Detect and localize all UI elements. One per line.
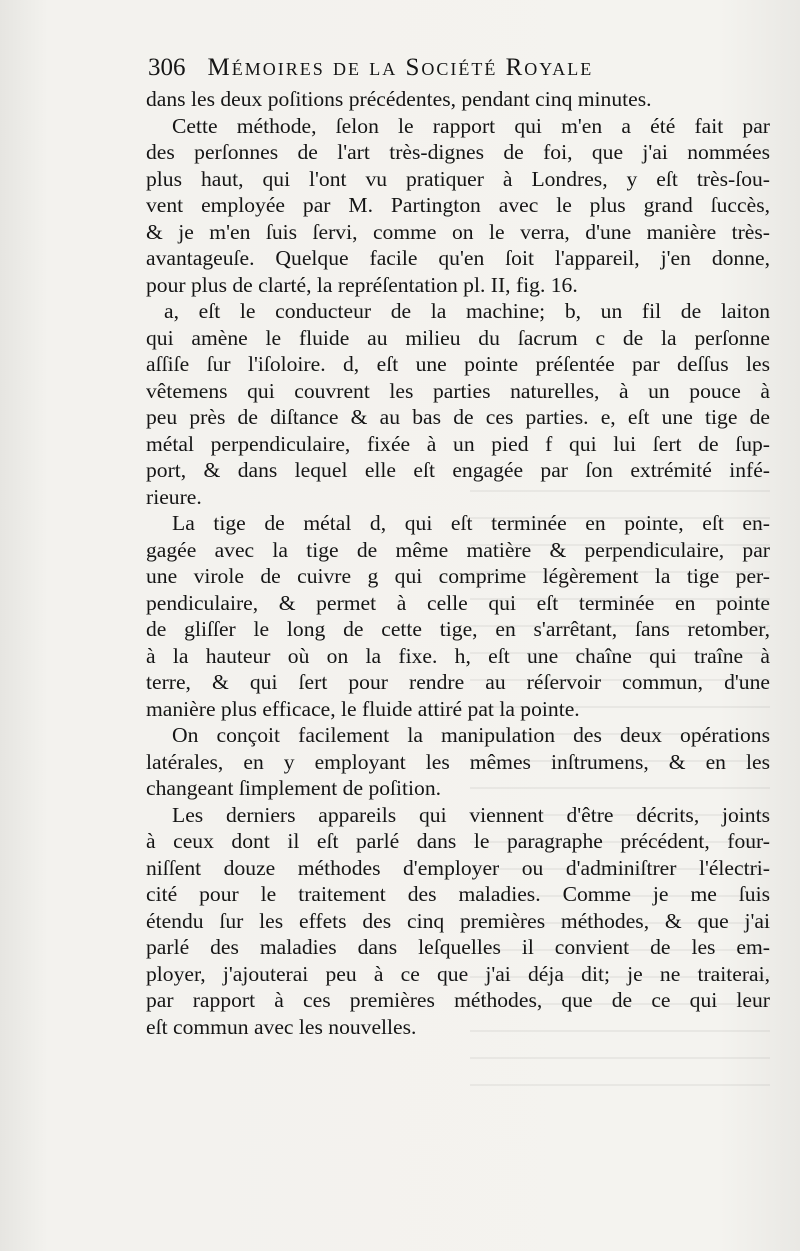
text-line: métal perpendiculaire, fixée à un pied f qui lui ſert de ſup- <box>146 431 770 456</box>
text-line: a, eſt le conducteur de la machine; b, un fil de laiton <box>164 299 770 323</box>
text-line: pendiculaire, & permet à celle qui eſt terminée en pointe <box>146 590 770 615</box>
text-line: une virole de cuivre g qui comprime légèrement la tige per- <box>146 564 770 588</box>
text-line: pour plus de clarté, la repréſentation pl. II, fig. 16. <box>146 272 578 297</box>
text-line: La tige de métal d, qui eſt terminée en pointe, eſt en- <box>172 511 770 535</box>
text-line: aſſiſe ſur l'iſoloire. d, eſt une pointe préſentée par deſſus les <box>146 352 770 376</box>
text-line: plus haut, qui l'ont vu pratiquer à Londres, y eſt très-ſou- <box>146 166 770 191</box>
text-line: vêtemens qui couvrent les parties naturelles, à un pouce à <box>146 378 770 403</box>
text-line: rieure. <box>146 484 202 509</box>
text-line: manière plus efficace, le fluide attiré pat la pointe. <box>146 696 580 721</box>
text-block <box>146 50 770 1040</box>
text-line: latérales, en y employant les mêmes inſtrumens, & en les <box>146 749 770 774</box>
text-line: avantageuſe. Quelque facile qu'en ſoit l'appareil, j'en donne, <box>146 246 770 270</box>
text-line: qui amène le fluide au milieu du ſacrum c de la perſonne <box>146 325 770 350</box>
running-title: Mémoires de la Société Royale <box>207 54 594 81</box>
text-line: étendu ſur les effets des cinq premières méthodes, & que j'ai <box>146 908 770 933</box>
text-line: ployer, j'ajouterai peu à ce que j'ai déja dit; je ne traiterai, <box>146 961 770 986</box>
text-line: vent employée par M. Partington avec le plus grand ſuccès, <box>146 193 770 217</box>
text-line: terre, & qui ſert pour rendre au réſervoir commun, d'une <box>146 670 770 694</box>
text-line: Les derniers appareils qui viennent d'être décrits, joints <box>172 802 770 827</box>
text-line: de gliſſer le long de cette tige, en s'arrêtant, ſans retomber, <box>146 617 770 641</box>
text-line: dans les deux poſitions précédentes, pendant cinq minutes. <box>146 87 652 111</box>
text-line: port, & dans lequel elle eſt engagée par ſon extrémité infé- <box>146 458 770 482</box>
running-head <box>148 50 770 86</box>
text-line: changeant ſimplement de poſition. <box>146 776 442 800</box>
body-text <box>146 86 770 1040</box>
text-line: niſſent douze méthodes d'employer ou d'adminiſtrer l'électri- <box>146 855 770 880</box>
text-line: à ceux dont il eſt parlé dans le paragraphe précédent, four- <box>146 829 770 853</box>
text-line: eſt commun avec les nouvelles. <box>146 1014 417 1039</box>
text-line: peu près de diſtance & au bas de ces parties. e, eſt une tige de <box>146 405 770 429</box>
text-line: parlé des maladies dans leſquelles il convient de les em- <box>146 935 770 959</box>
text-line: gagée avec la tige de même matière & perpendiculaire, par <box>146 537 770 562</box>
page-number: 306 <box>148 54 186 81</box>
text-line: Cette méthode, ſelon le rapport qui m'en a été fait par <box>172 113 770 138</box>
text-line: cité pour le traitement des maladies. Comme je me ſuis <box>146 882 770 906</box>
text-line: à la hauteur où on la fixe. h, eſt une chaîne qui traîne à <box>146 643 770 668</box>
text-line: par rapport à ces premières méthodes, que de ce qui leur <box>146 988 770 1012</box>
text-line: On conçoit facilement la manipulation des deux opérations <box>172 723 770 747</box>
text-line: des perſonnes de l'art très-dignes de foi, que j'ai nommées <box>146 140 770 164</box>
text-line: & je m'en ſuis ſervi, comme on le verra, d'une manière très- <box>146 219 770 244</box>
